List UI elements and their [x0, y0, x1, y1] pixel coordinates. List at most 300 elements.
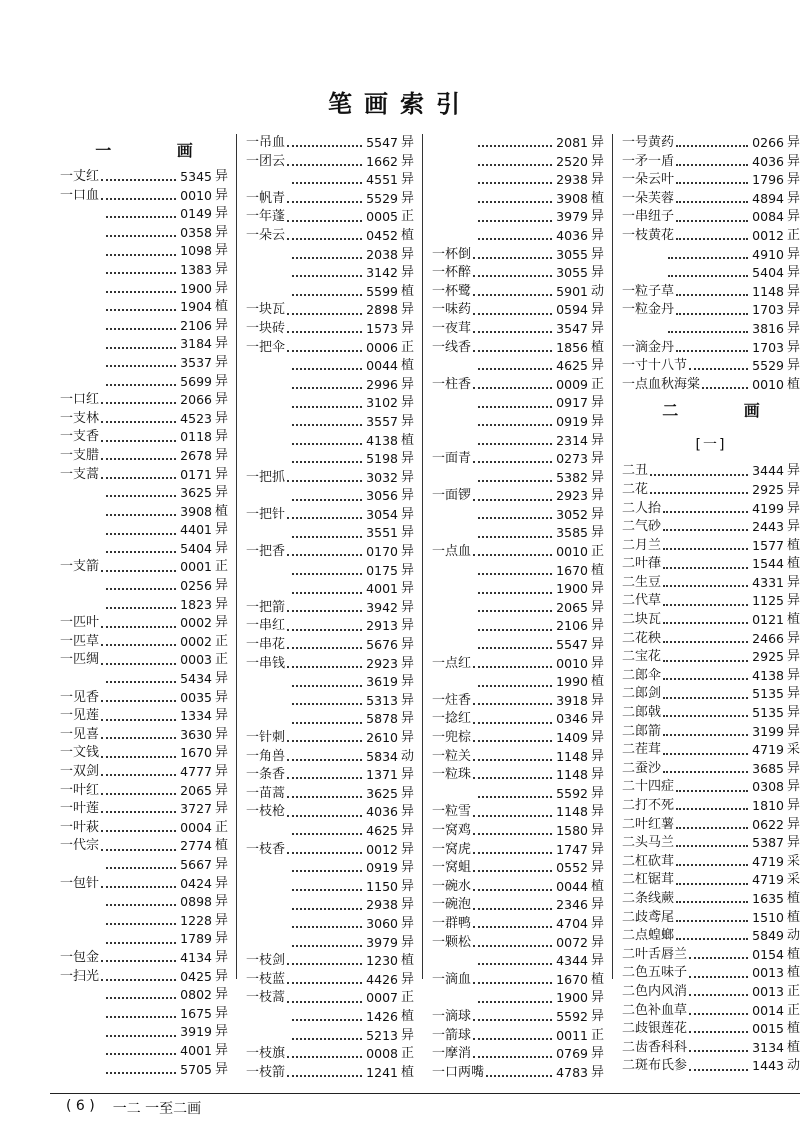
index-entry	[60, 1061, 228, 1080]
dot-leader	[292, 406, 362, 408]
dot-leader	[473, 908, 552, 910]
entry-number: 1426	[366, 1008, 398, 1024]
entry-category: 异	[400, 488, 414, 504]
index-entry	[246, 450, 414, 469]
entry-category: 异	[400, 246, 414, 262]
index-entry	[60, 614, 228, 633]
entry-category: 异	[400, 413, 414, 429]
entry-term: 一摩消	[432, 1046, 472, 1062]
index-entry	[60, 354, 228, 373]
entry-number: 2774	[180, 838, 212, 854]
index-entry	[432, 599, 604, 618]
dot-leader	[287, 145, 362, 147]
entry-category: 异	[400, 302, 414, 318]
index-entry	[432, 264, 604, 283]
footer-rule	[50, 1093, 800, 1094]
entry-term: 二打不死	[622, 798, 675, 813]
entry-term: 一炷香	[432, 692, 472, 708]
entry-number: 2898	[366, 302, 398, 318]
entry-number: 3184	[180, 336, 212, 352]
index-entry	[432, 339, 604, 358]
dot-leader	[668, 257, 748, 259]
index-entry	[60, 670, 228, 689]
entry-category: 异	[590, 469, 604, 485]
index-entry	[246, 171, 414, 190]
dot-leader	[106, 365, 176, 367]
index-entry	[432, 655, 604, 674]
entry-term: 一文钱	[60, 745, 100, 761]
index-entry	[246, 692, 414, 711]
index-entry	[60, 744, 228, 763]
index-entry	[246, 134, 414, 153]
dot-leader	[106, 607, 176, 609]
dot-leader	[473, 740, 552, 742]
dot-leader	[473, 870, 552, 872]
dot-leader	[650, 492, 748, 494]
dot-leader	[106, 1035, 176, 1037]
entry-number: 1675	[180, 1005, 212, 1021]
index-entry	[622, 208, 800, 227]
entry-category: 异	[786, 816, 800, 832]
dot-leader	[292, 573, 362, 575]
dot-leader	[101, 756, 176, 758]
dot-leader	[287, 1056, 362, 1058]
entry-category: 异	[590, 581, 604, 597]
dot-leader	[473, 461, 552, 463]
entry-category: 异	[400, 897, 414, 913]
entry-number: 0769	[556, 1046, 588, 1062]
entry-number: 4523	[180, 410, 212, 426]
entry-category: 异	[786, 172, 800, 188]
entry-category: 异	[214, 745, 228, 761]
entry-category: 异	[590, 897, 604, 913]
entry-category: 异	[786, 519, 800, 535]
index-entry	[622, 834, 800, 853]
index-entry	[246, 673, 414, 692]
index-entry	[60, 782, 228, 801]
dot-leader	[101, 440, 176, 442]
entry-term: 一群鸭	[432, 915, 472, 931]
index-column-4	[622, 134, 800, 1076]
entry-number: 1662	[366, 153, 398, 169]
entry-category: 异	[786, 246, 800, 262]
dot-leader	[478, 536, 552, 538]
entry-number: 0007	[366, 990, 398, 1006]
dot-leader	[478, 573, 552, 575]
entry-category: 异	[214, 987, 228, 1003]
entry-category: 异	[214, 931, 228, 947]
dot-leader	[676, 164, 748, 166]
entry-number: 1510	[752, 909, 784, 925]
entry-category: 正	[214, 559, 228, 575]
entry-category: 植	[786, 890, 800, 906]
index-entry	[60, 447, 228, 466]
dot-leader	[292, 257, 362, 259]
entry-number: 0121	[752, 612, 784, 628]
index-entry	[60, 949, 228, 968]
entry-number: 0010	[556, 655, 588, 671]
entry-category: 异	[590, 711, 604, 727]
index-entry	[246, 227, 414, 246]
dot-leader	[478, 685, 552, 687]
entry-category: 采	[786, 742, 800, 758]
entry-category: 异	[214, 1061, 228, 1077]
index-entry	[432, 952, 604, 971]
dot-leader	[676, 808, 748, 810]
entry-category: 异	[786, 190, 800, 206]
entry-category: 异	[214, 578, 228, 594]
dot-leader	[292, 945, 362, 947]
index-entry	[622, 301, 800, 320]
dot-leader	[478, 164, 552, 166]
dot-leader	[663, 567, 748, 569]
entry-category: 植	[786, 612, 800, 628]
entry-number: 3816	[752, 320, 784, 336]
index-entry	[432, 153, 604, 172]
entry-number: 1443	[752, 1058, 784, 1074]
dot-leader	[106, 514, 176, 516]
entry-category: 异	[786, 265, 800, 281]
entry-number: 1796	[752, 172, 784, 188]
index-entry	[432, 1008, 604, 1027]
entry-category: 植	[590, 190, 604, 206]
entry-category: 异	[786, 798, 800, 813]
entry-number: 0622	[752, 816, 784, 832]
entry-term: 一捻红	[432, 711, 472, 727]
entry-number: 0919	[556, 413, 588, 429]
dot-leader	[287, 554, 362, 556]
index-entry	[60, 893, 228, 912]
entry-number: 1230	[366, 953, 398, 969]
index-entry	[60, 837, 228, 856]
entry-term: 一碗泡	[432, 897, 472, 913]
index-entry	[60, 651, 228, 670]
entry-term: 一双剑	[60, 764, 100, 779]
index-entry	[622, 283, 800, 302]
entry-category: 异	[400, 581, 414, 597]
dot-leader	[106, 254, 176, 256]
entry-number: 0009	[556, 376, 588, 392]
index-entry	[622, 555, 800, 574]
dot-leader	[106, 997, 176, 999]
entry-term: 二杠锯茸	[622, 872, 675, 888]
entry-number: 1990	[556, 674, 588, 690]
entry-number: 2678	[180, 447, 212, 463]
entry-category: 植	[786, 1021, 800, 1037]
entry-category: 正	[786, 983, 800, 999]
entry-category: 异	[590, 860, 604, 876]
entry-number: 0266	[752, 135, 784, 150]
entry-number: 2065	[180, 782, 212, 798]
dot-leader	[101, 811, 176, 813]
index-entry	[60, 261, 228, 280]
entry-category: 异	[590, 804, 604, 820]
dot-leader	[478, 629, 552, 631]
entry-term: 二点蝗螂	[622, 928, 675, 944]
dot-leader	[287, 815, 362, 817]
index-entry	[60, 168, 228, 187]
index-entry	[60, 540, 228, 559]
dot-leader	[287, 1075, 362, 1077]
dot-leader	[106, 309, 176, 311]
entry-category: 异	[786, 135, 800, 150]
entry-category: 异	[400, 1027, 414, 1043]
entry-term: 一粒金丹	[622, 302, 675, 318]
entry-category: 异	[214, 540, 228, 556]
entry-number: 0012	[752, 227, 784, 243]
entry-number: 1334	[180, 708, 212, 724]
entry-category: 异	[400, 395, 414, 411]
index-entry	[622, 909, 800, 928]
entry-number: 5434	[180, 671, 212, 687]
dot-leader	[292, 1038, 362, 1040]
entry-number: 5135	[752, 686, 784, 702]
entry-number: 0006	[366, 339, 398, 355]
dot-leader	[689, 994, 748, 996]
index-entry	[60, 521, 228, 540]
dot-leader	[101, 402, 176, 404]
dot-leader	[473, 1019, 552, 1021]
dot-leader	[101, 793, 176, 795]
entry-number: 2314	[556, 432, 588, 448]
dot-leader	[101, 458, 176, 460]
entry-number: 5382	[556, 469, 588, 485]
index-entry	[622, 1020, 800, 1039]
entry-category: 异	[590, 655, 604, 671]
dot-leader	[292, 387, 362, 389]
entry-number: 5901	[556, 283, 588, 299]
entry-category: 植	[400, 432, 414, 448]
entry-category: 植	[590, 339, 604, 355]
dot-leader	[663, 697, 748, 699]
index-entry	[432, 320, 604, 339]
dot-leader	[106, 867, 176, 869]
entry-number: 4138	[366, 432, 398, 448]
entry-number: 0044	[366, 358, 398, 374]
dot-leader	[676, 350, 748, 352]
entry-number: 0273	[556, 451, 588, 467]
entry-number: 5676	[366, 637, 398, 653]
index-entry	[432, 171, 604, 190]
entry-category: 异	[214, 782, 228, 798]
entry-number: 2066	[180, 392, 212, 408]
entry-term: 一叶莲	[60, 801, 100, 817]
entry-number: 3055	[556, 246, 588, 262]
entry-number: 4036	[752, 153, 784, 169]
page-footer	[66, 1098, 201, 1118]
entry-category: 异	[400, 915, 414, 931]
index-entry	[60, 317, 228, 336]
entry-term: 一苗蒿	[246, 785, 286, 801]
dot-leader	[292, 499, 362, 501]
index-entry	[60, 503, 228, 522]
column-divider	[422, 134, 423, 979]
entry-number: 3054	[366, 506, 398, 522]
dot-leader	[106, 328, 176, 330]
index-entry	[622, 741, 800, 760]
dot-leader	[106, 1072, 176, 1074]
dot-leader	[478, 647, 552, 649]
entry-number: 1383	[180, 261, 212, 277]
dot-leader	[473, 1056, 552, 1058]
entry-category: 异	[590, 135, 604, 150]
entry-term: 一粒雪	[432, 804, 472, 820]
entry-term: 一口两嘴	[432, 1064, 485, 1080]
entry-category: 异	[400, 172, 414, 188]
entry-term: 一匹绸	[60, 652, 100, 668]
entry-category: 异	[400, 135, 414, 150]
dot-leader	[292, 536, 362, 538]
entry-category: 异	[400, 971, 414, 987]
dot-leader	[663, 622, 748, 624]
dot-leader	[287, 517, 362, 519]
entry-category: 异	[400, 153, 414, 169]
index-entry	[432, 785, 604, 804]
index-entry	[246, 1064, 414, 1083]
entry-term: 一兜棕	[432, 730, 472, 745]
entry-number: 3979	[556, 209, 588, 225]
index-entry	[622, 481, 800, 500]
index-entry	[622, 320, 800, 339]
index-entry	[432, 729, 604, 748]
entry-term: 二生豆	[622, 574, 662, 590]
entry-category: 植	[786, 946, 800, 962]
footer-range: 一二 一至二画	[112, 1101, 202, 1117]
entry-number: 3055	[556, 265, 588, 281]
entry-category: 植	[590, 878, 604, 894]
entry-category: 异	[590, 265, 604, 281]
entry-number: 3199	[752, 723, 784, 739]
dot-leader	[676, 201, 748, 203]
entry-number: 5547	[366, 135, 398, 150]
index-entry	[622, 592, 800, 611]
entry-term: 二头马兰	[622, 835, 675, 851]
entry-category: 异	[400, 767, 414, 783]
dot-leader	[676, 901, 748, 903]
entry-number: 0552	[556, 860, 588, 876]
entry-category: 异	[590, 599, 604, 615]
index-entry	[246, 580, 414, 599]
index-entry	[246, 283, 414, 302]
index-entry	[246, 190, 414, 209]
dot-leader	[106, 942, 176, 944]
dot-leader	[689, 368, 748, 370]
entry-category: 异	[786, 649, 800, 665]
dot-leader	[287, 982, 362, 984]
entry-number: 0594	[556, 302, 588, 318]
entry-term: 一支箭	[60, 559, 100, 575]
entry-number: 3102	[366, 395, 398, 411]
entry-category: 正	[400, 339, 414, 355]
dot-leader	[287, 647, 362, 649]
index-entry	[622, 983, 800, 1002]
entry-number: 2106	[180, 317, 212, 333]
dot-leader	[287, 1001, 362, 1003]
dot-leader	[106, 923, 176, 925]
dot-leader	[676, 938, 748, 940]
index-entry	[60, 819, 228, 838]
entry-category: 异	[214, 280, 228, 296]
dot-leader	[473, 331, 552, 333]
entry-category: 动	[400, 748, 414, 764]
entry-term: 一枝剑	[246, 953, 286, 969]
index-entry	[432, 710, 604, 729]
entry-term: 二花秧	[622, 630, 662, 646]
entry-term: 二齿香科科	[622, 1039, 688, 1055]
entry-term: 一面锣	[432, 488, 472, 504]
index-entry	[60, 428, 228, 447]
entry-number: 0072	[556, 934, 588, 950]
entry-category: 异	[400, 822, 414, 838]
dot-leader	[663, 678, 748, 680]
entry-term: 一见香	[60, 689, 100, 705]
entry-number: 5878	[366, 711, 398, 727]
dot-leader	[101, 663, 176, 665]
entry-category: 异	[400, 934, 414, 950]
entry-number: 4199	[752, 500, 784, 516]
index-entry	[246, 989, 414, 1008]
index-entry	[622, 630, 800, 649]
dot-leader	[676, 313, 748, 315]
column-divider	[612, 134, 613, 979]
entry-term: 一枝香	[246, 841, 286, 857]
entry-number: 1823	[180, 596, 212, 612]
index-entry	[246, 636, 414, 655]
index-entry	[246, 785, 414, 804]
dot-leader	[101, 644, 176, 646]
dot-leader	[101, 198, 176, 200]
dot-leader	[676, 238, 748, 240]
dot-leader	[287, 629, 362, 631]
index-entry	[432, 413, 604, 432]
entry-category: 异	[590, 209, 604, 225]
entry-number: 1856	[556, 339, 588, 355]
entry-number: 3585	[556, 525, 588, 541]
dot-leader	[101, 774, 176, 776]
entry-number: 0919	[366, 860, 398, 876]
entry-number: 1241	[366, 1064, 398, 1080]
dot-leader	[478, 145, 552, 147]
index-entry	[246, 1027, 414, 1046]
index-entry	[60, 242, 228, 261]
entry-term: 二人抬	[622, 500, 662, 516]
entry-number: 5592	[556, 1008, 588, 1024]
dot-leader	[292, 926, 362, 928]
entry-category: 异	[214, 949, 228, 965]
index-entry	[60, 689, 228, 708]
entry-category: 异	[786, 574, 800, 590]
index-entry	[246, 301, 414, 320]
entry-number: 0003	[180, 652, 212, 668]
entry-category: 植	[786, 909, 800, 925]
dot-leader	[106, 347, 176, 349]
dot-leader	[101, 626, 176, 628]
entry-number: 4894	[752, 190, 784, 206]
dot-leader	[676, 864, 748, 866]
entry-category: 异	[590, 246, 604, 262]
entry-number: 2996	[366, 376, 398, 392]
dot-leader	[101, 737, 176, 739]
entry-category: 异	[786, 686, 800, 702]
entry-category: 正	[786, 227, 800, 243]
dot-leader	[106, 384, 176, 386]
dot-leader	[478, 480, 552, 482]
dot-leader	[292, 908, 362, 910]
entry-number: 4704	[556, 915, 588, 931]
entry-category: 植	[400, 227, 414, 243]
entry-category: 异	[400, 320, 414, 336]
dot-leader	[287, 759, 362, 761]
